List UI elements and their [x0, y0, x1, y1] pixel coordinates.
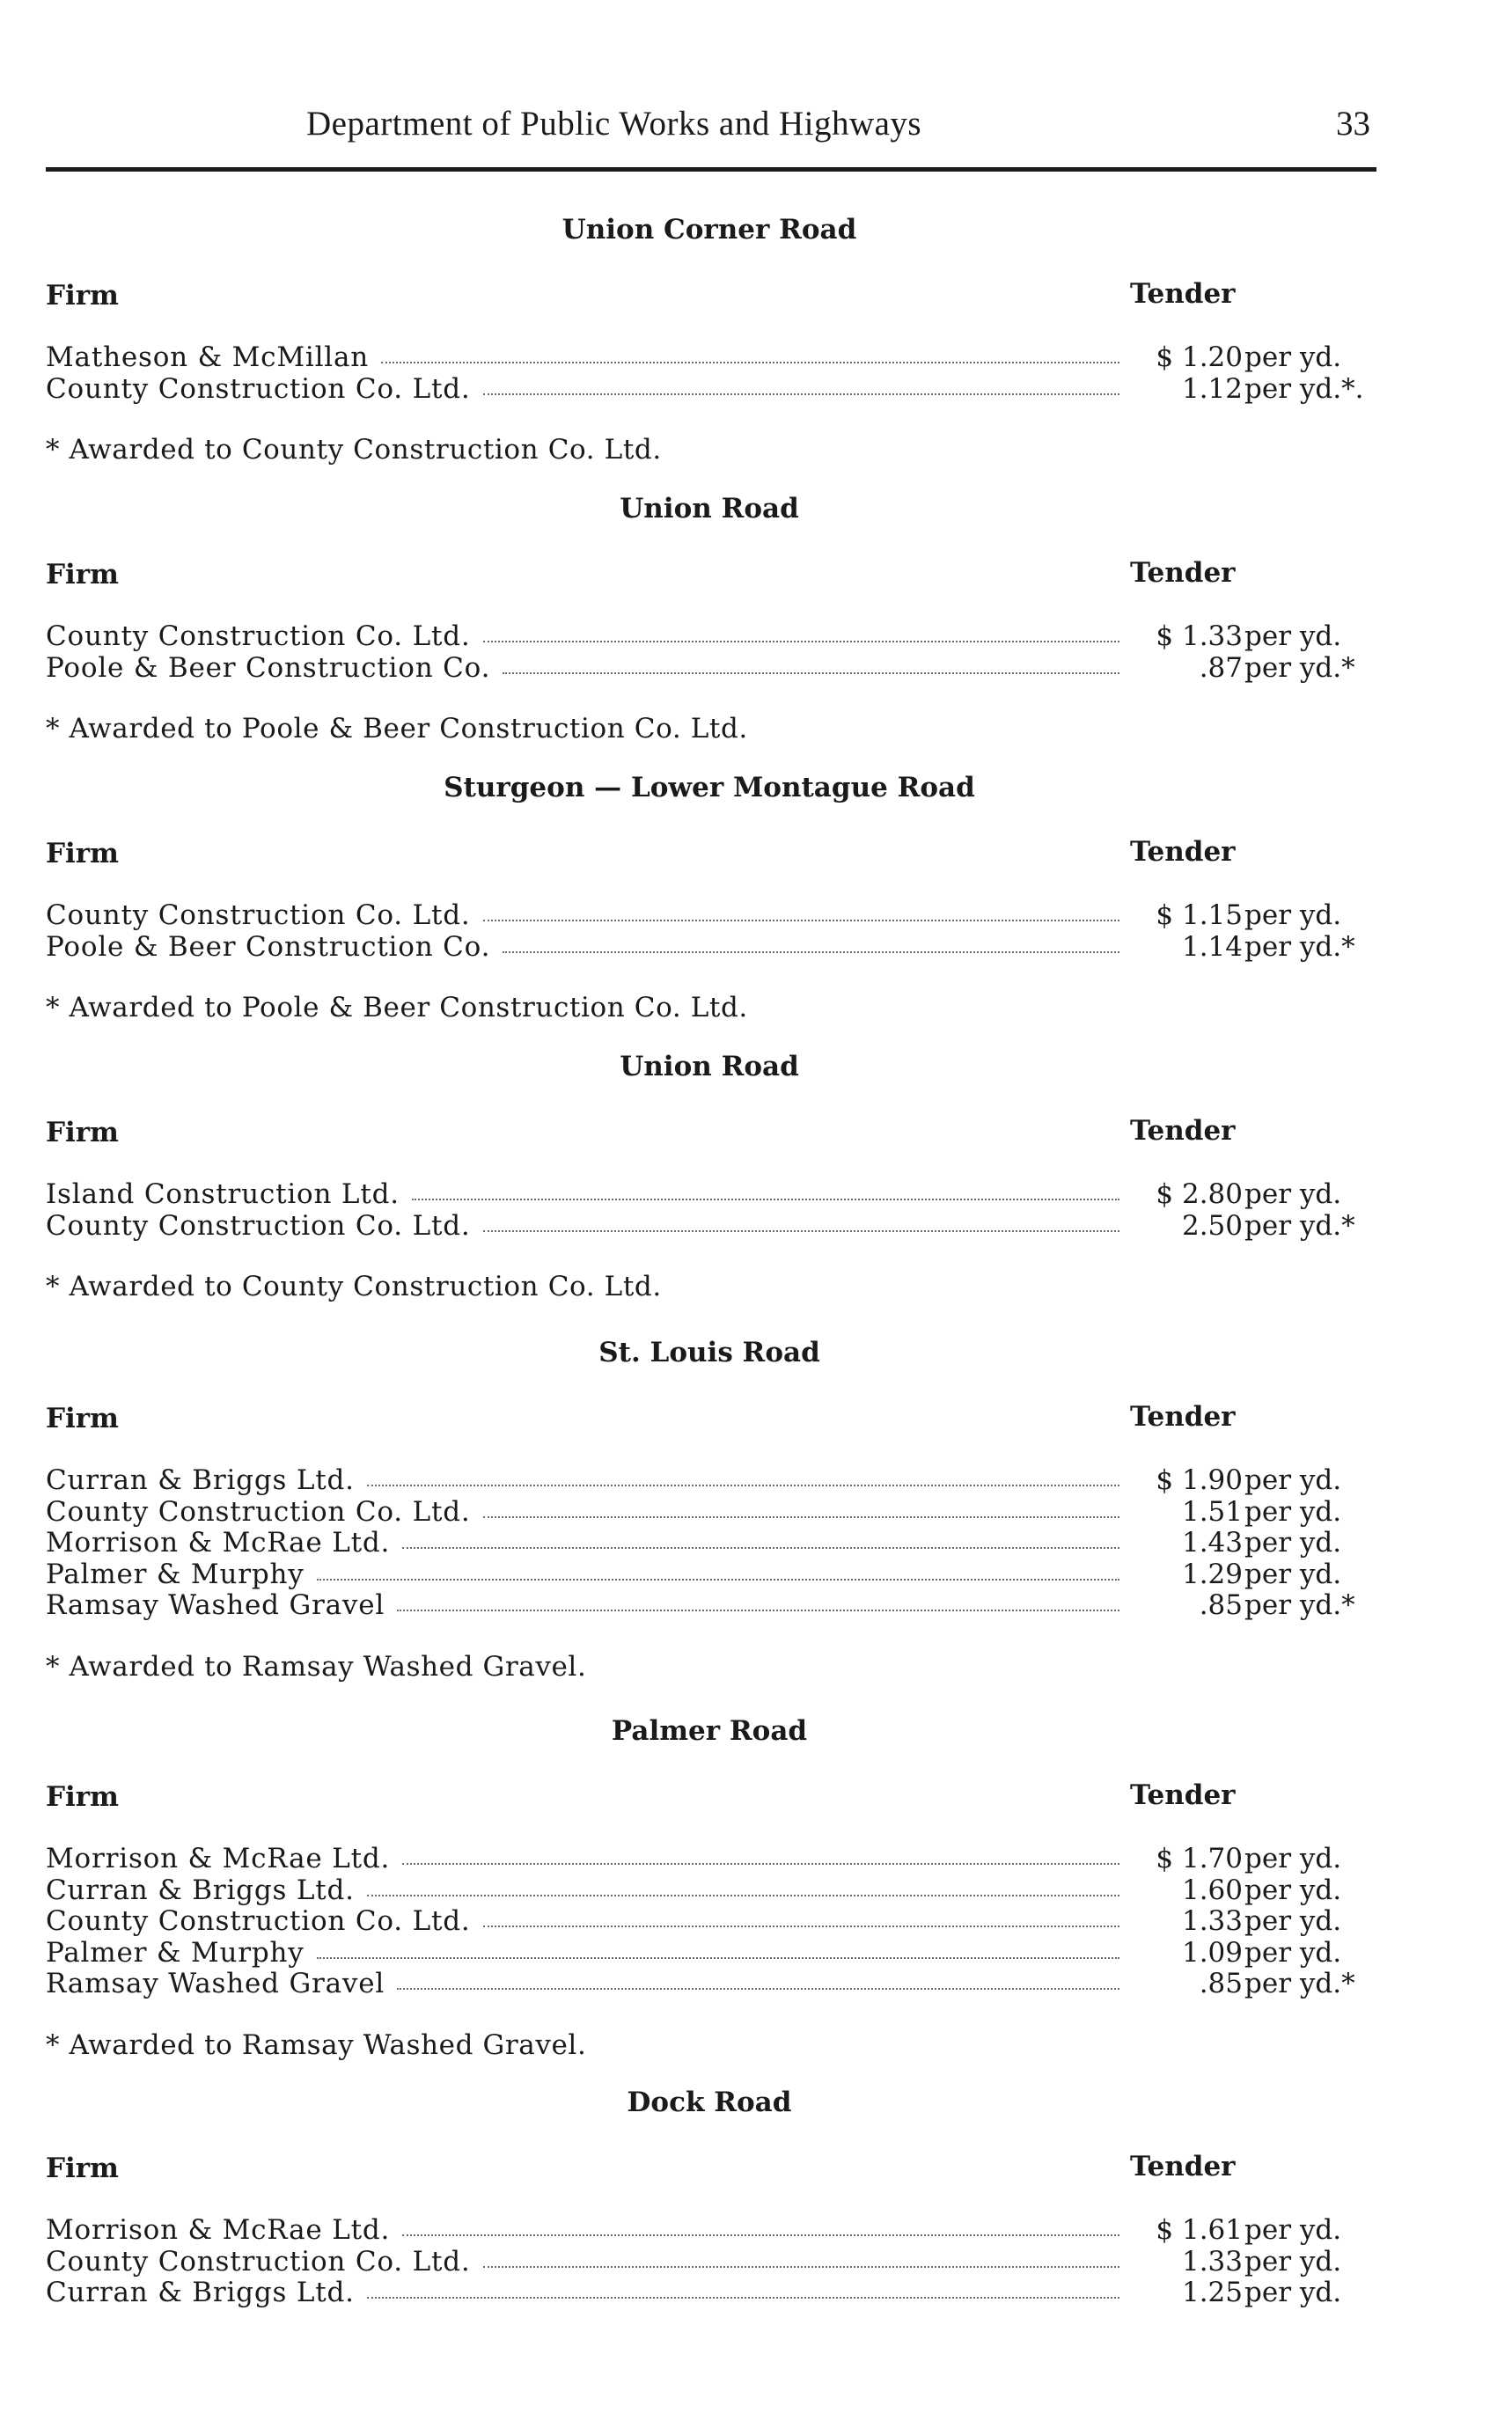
- firm-column-label: Firm: [46, 1117, 119, 1148]
- page-header-title: Department of Public Works and Highways: [306, 105, 922, 143]
- tender-price: $ 1.33: [1156, 620, 1243, 652]
- tender-price: $ 1.70: [1156, 1843, 1243, 1874]
- tender-price: 1.12: [1181, 372, 1243, 405]
- dot-leader: [412, 1199, 1119, 1200]
- firm-column-label: Firm: [46, 2153, 119, 2184]
- tender-unit: per yd.: [1244, 620, 1342, 652]
- bid-row: [0, 1496, 1512, 1528]
- dot-leader: [503, 672, 1119, 674]
- firm-name: County Construction Co. Ltd.: [46, 2245, 471, 2278]
- tender-price: 1.14: [1181, 930, 1243, 963]
- dot-leader: [483, 920, 1119, 921]
- firm-name: Palmer & Murphy: [46, 1558, 305, 1590]
- firm-name: Palmer & Murphy: [46, 1936, 305, 1969]
- tender-unit: per yd.: [1244, 1558, 1342, 1590]
- tender-unit: per yd.: [1244, 341, 1342, 373]
- award-note: * Awarded to County Construction Co. Ltd.: [46, 434, 662, 466]
- firm-name: County Construction Co. Ltd.: [46, 1905, 471, 1937]
- bid-row: [0, 1589, 1512, 1621]
- award-note: * Awarded to Ramsay Washed Gravel.: [46, 1650, 587, 1683]
- section-title: Union Road: [620, 493, 799, 524]
- firm-name: Matheson & McMillan: [46, 341, 370, 373]
- tender-price: 1.60: [1181, 1874, 1243, 1906]
- bid-row: [0, 1178, 1512, 1210]
- bid-row: [0, 2246, 1512, 2278]
- tender-column-label: Tender: [1130, 1115, 1236, 1147]
- firm-name: Curran & Briggs Ltd.: [46, 1464, 355, 1496]
- tender-price: 1.09: [1181, 1936, 1243, 1969]
- dot-leader: [402, 1547, 1119, 1549]
- tender-unit: per yd.*.: [1244, 372, 1364, 405]
- tender-unit: per yd.*: [1244, 651, 1355, 684]
- award-note: * Awarded to Ramsay Washed Gravel.: [46, 2028, 587, 2061]
- section-title: Union Road: [620, 1051, 799, 1082]
- tender-price: $ 1.90: [1156, 1464, 1243, 1496]
- tender-unit: per yd.: [1244, 2277, 1342, 2308]
- tender-price: .85: [1199, 1589, 1243, 1621]
- section-title: Union Corner Road: [561, 214, 857, 246]
- firm-name: County Construction Co. Ltd.: [46, 372, 471, 405]
- dot-leader: [367, 1895, 1119, 1896]
- tender-column-label: Tender: [1130, 557, 1236, 589]
- dot-leader: [317, 1579, 1119, 1581]
- tender-price: 1.33: [1181, 1905, 1243, 1937]
- bid-row: [0, 1843, 1512, 1874]
- tender-column-label: Tender: [1130, 278, 1236, 310]
- tender-unit: per yd.*: [1244, 930, 1355, 963]
- tender-price: .85: [1199, 1968, 1243, 1999]
- bid-row: [0, 620, 1512, 652]
- dot-leader: [317, 1957, 1119, 1959]
- bid-row: [0, 2277, 1512, 2308]
- tender-price: .87: [1199, 651, 1243, 684]
- firm-name: Curran & Briggs Ltd.: [46, 1874, 355, 1906]
- tender-unit: per yd.: [1244, 2245, 1342, 2278]
- firm-name: Poole & Beer Construction Co.: [46, 930, 491, 963]
- bid-row: [0, 652, 1512, 684]
- dot-leader: [367, 2297, 1119, 2299]
- dot-leader: [483, 641, 1119, 642]
- firm-column-label: Firm: [46, 280, 119, 312]
- tender-unit: per yd.: [1244, 1464, 1342, 1496]
- firm-name: Ramsay Washed Gravel: [46, 1968, 385, 1999]
- tender-unit: per yd.: [1244, 1495, 1342, 1528]
- firm-column-label: Firm: [46, 1781, 119, 1813]
- tender-price: 1.29: [1181, 1558, 1243, 1590]
- tender-column-label: Tender: [1130, 836, 1236, 868]
- tender-price: $ 2.80: [1156, 1178, 1243, 1210]
- tender-unit: per yd.*: [1244, 1209, 1355, 1242]
- tender-unit: per yd.*: [1244, 1968, 1355, 1999]
- tender-price: 1.51: [1181, 1495, 1243, 1528]
- firm-name: Morrison & McRae Ltd.: [46, 1843, 391, 1874]
- tender-column-label: Tender: [1130, 1401, 1236, 1433]
- tender-price: 1.33: [1181, 2245, 1243, 2278]
- tender-unit: per yd.: [1244, 1905, 1342, 1937]
- tender-unit: per yd.: [1244, 1874, 1342, 1906]
- bid-row: [0, 1937, 1512, 1969]
- bid-row: [0, 1905, 1512, 1937]
- tender-price: 1.25: [1181, 2277, 1243, 2308]
- dot-leader: [381, 362, 1119, 363]
- tender-price: $ 1.15: [1156, 899, 1243, 931]
- firm-name: Ramsay Washed Gravel: [46, 1589, 385, 1621]
- dot-leader: [483, 1230, 1119, 1232]
- firm-column-label: Firm: [46, 838, 119, 869]
- dot-leader: [483, 2266, 1119, 2268]
- tender-unit: per yd.: [1244, 1936, 1342, 1969]
- firm-name: Morrison & McRae Ltd.: [46, 2214, 391, 2246]
- page-number: 33: [1336, 105, 1370, 143]
- bid-row: [0, 1874, 1512, 1906]
- dot-leader: [483, 393, 1119, 395]
- bid-row: [0, 931, 1512, 963]
- section-title: St. Louis Road: [598, 1337, 820, 1368]
- firm-name: County Construction Co. Ltd.: [46, 620, 471, 652]
- section-title: Dock Road: [627, 2087, 792, 2118]
- bid-row: [0, 1527, 1512, 1559]
- firm-name: Curran & Briggs Ltd.: [46, 2277, 355, 2308]
- tender-column-label: Tender: [1130, 2151, 1236, 2182]
- dot-leader: [402, 1863, 1119, 1865]
- firm-name: County Construction Co. Ltd.: [46, 899, 471, 931]
- header-rule: [46, 167, 1376, 172]
- firm-name: Poole & Beer Construction Co.: [46, 651, 491, 684]
- bid-row: [0, 2214, 1512, 2246]
- bid-row: [0, 1210, 1512, 1242]
- tender-unit: per yd.: [1244, 1527, 1342, 1559]
- firm-column-label: Firm: [46, 559, 119, 590]
- bid-row: [0, 1968, 1512, 1999]
- dot-leader: [397, 1610, 1119, 1611]
- tender-price: 1.43: [1181, 1527, 1243, 1559]
- dot-leader: [483, 1926, 1119, 1927]
- firm-name: County Construction Co. Ltd.: [46, 1209, 471, 1242]
- firm-name: Morrison & McRae Ltd.: [46, 1527, 391, 1559]
- dot-leader: [402, 2234, 1119, 2236]
- bid-row: [0, 1559, 1512, 1590]
- award-note: * Awarded to Poole & Beer Construction Co. Ltd.: [46, 713, 748, 745]
- tender-unit: per yd.*: [1244, 1589, 1355, 1621]
- tender-price: $ 1.20: [1156, 341, 1243, 373]
- firm-name: Island Construction Ltd.: [46, 1178, 400, 1210]
- dot-leader: [503, 951, 1119, 953]
- section-title: Sturgeon — Lower Montague Road: [444, 772, 975, 803]
- dot-leader: [397, 1988, 1119, 1990]
- bid-row: [0, 1464, 1512, 1496]
- tender-unit: per yd.: [1244, 2214, 1342, 2246]
- award-note: * Awarded to Poole & Beer Construction Co. Ltd.: [46, 992, 748, 1023]
- section-title: Palmer Road: [611, 1715, 808, 1747]
- tender-column-label: Tender: [1130, 1779, 1236, 1811]
- firm-name: County Construction Co. Ltd.: [46, 1495, 471, 1528]
- tender-unit: per yd.: [1244, 1843, 1342, 1874]
- firm-column-label: Firm: [46, 1403, 119, 1434]
- tender-price: 2.50: [1181, 1209, 1243, 1242]
- tender-unit: per yd.: [1244, 899, 1342, 931]
- tender-unit: per yd.: [1244, 1178, 1342, 1210]
- bid-row: [0, 899, 1512, 931]
- dot-leader: [367, 1485, 1119, 1486]
- tender-price: $ 1.61: [1156, 2214, 1243, 2246]
- dot-leader: [483, 1516, 1119, 1518]
- bid-row: [0, 373, 1512, 405]
- bid-row: [0, 341, 1512, 373]
- award-note: * Awarded to County Construction Co. Ltd.: [46, 1271, 662, 1302]
